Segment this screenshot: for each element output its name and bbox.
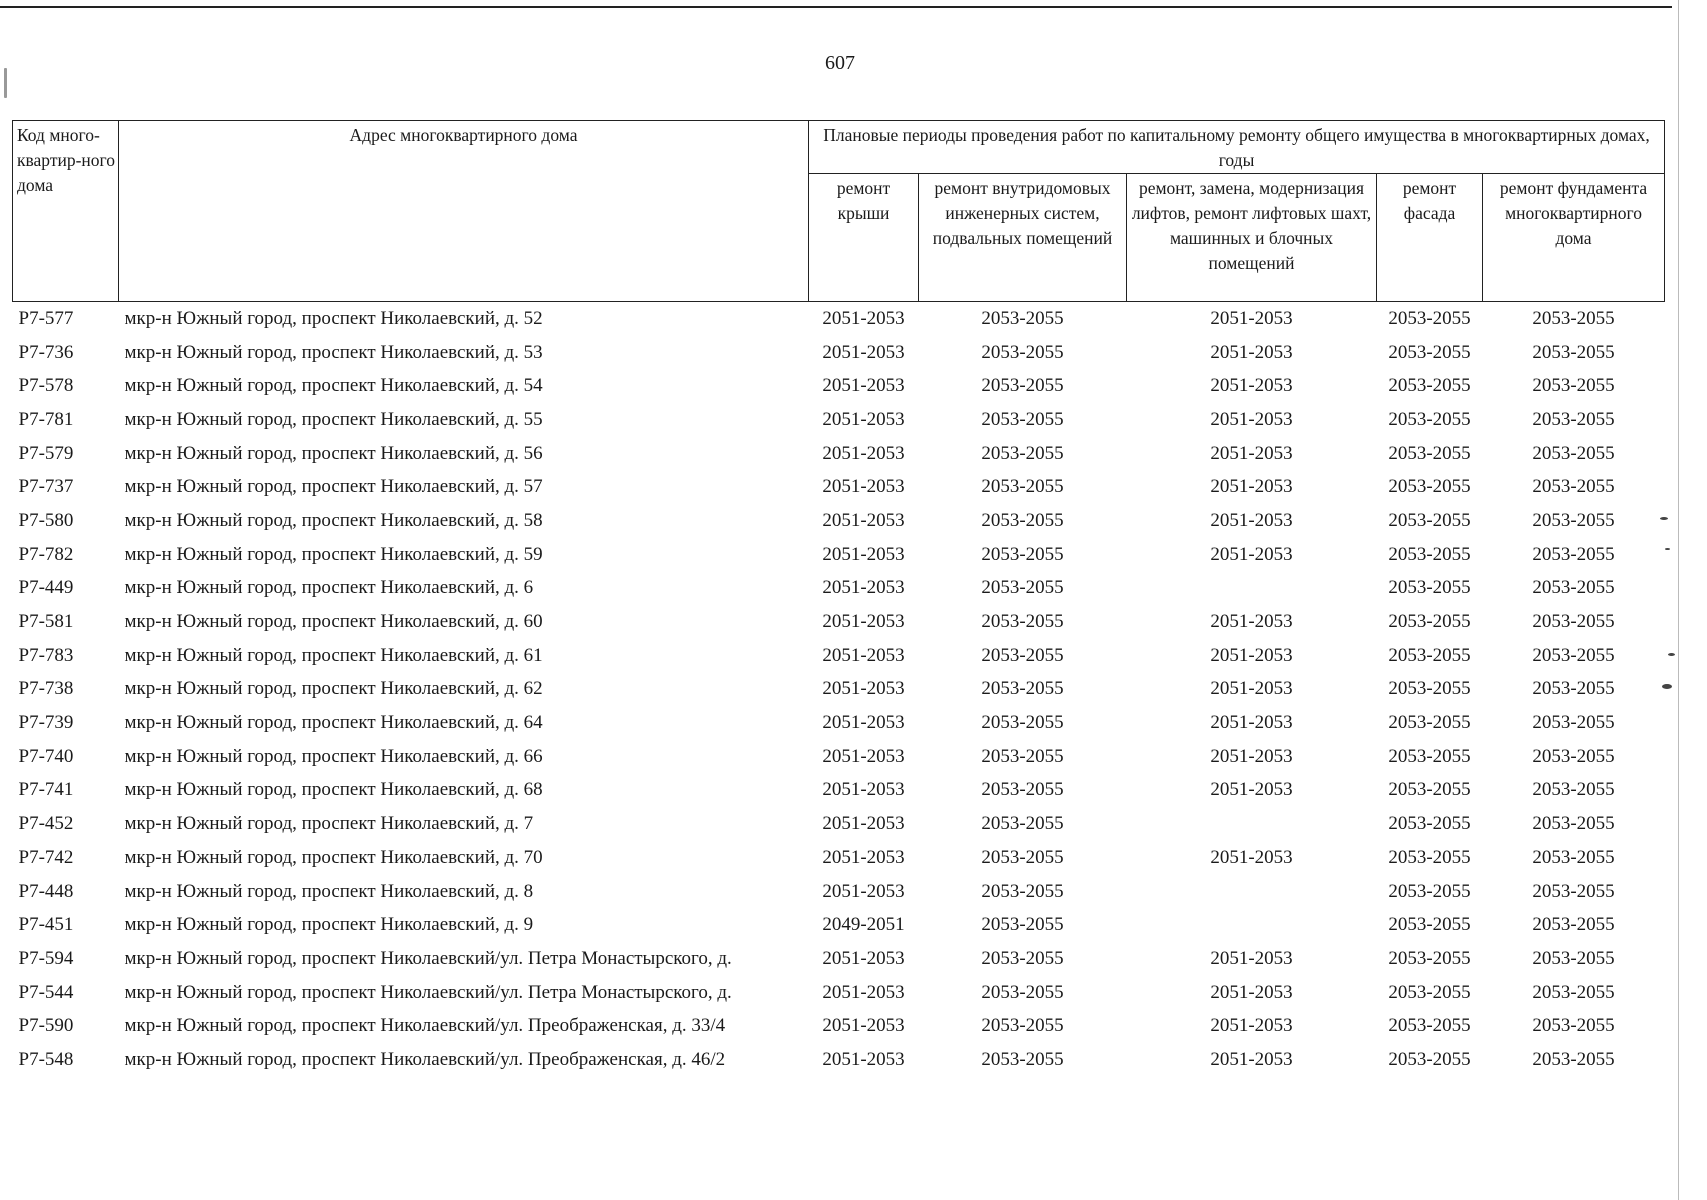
table-row <box>13 841 1665 875</box>
header-code: Код много-квартир-ного дома <box>13 121 119 302</box>
cell-address: мкр-н Южный город, проспект Николаевский, д. 66 <box>124 745 543 767</box>
table-header <box>13 121 1665 302</box>
cell-roof: 2051-2053 <box>822 408 905 430</box>
cell-systems: 2053-2055 <box>981 779 1064 801</box>
cell-roof: 2049-2051 <box>822 914 905 936</box>
table-row <box>13 1009 1665 1043</box>
header-address: Адрес многоквартирного дома <box>119 121 809 302</box>
cell-systems: 2053-2055 <box>981 341 1064 363</box>
cell-facade: 2053-2055 <box>1388 1048 1471 1070</box>
table-row <box>13 1043 1665 1077</box>
cell-systems: 2053-2055 <box>981 678 1064 700</box>
table-row <box>13 706 1665 740</box>
header-lifts: ремонт, замена, модернизация лифтов, ремонт лифтовых шахт, машинных и блочных помещений <box>1127 174 1377 302</box>
scan-speck <box>4 68 7 98</box>
cell-code: Р7-581 <box>18 611 74 633</box>
table-row <box>13 437 1665 471</box>
table-row <box>13 673 1665 707</box>
page-number: 607 <box>825 52 855 74</box>
cell-facade: 2053-2055 <box>1388 712 1471 734</box>
cell-facade: 2053-2055 <box>1388 678 1471 700</box>
cell-roof: 2051-2053 <box>822 712 905 734</box>
cell-systems: 2053-2055 <box>981 476 1064 498</box>
cell-foundation: 2053-2055 <box>1532 947 1615 969</box>
cell-roof: 2051-2053 <box>822 375 905 397</box>
cell-lifts: 2051-2053 <box>1210 476 1293 498</box>
cell-roof: 2051-2053 <box>822 846 905 868</box>
cell-foundation: 2053-2055 <box>1532 644 1615 666</box>
cell-foundation: 2053-2055 <box>1532 341 1615 363</box>
cell-foundation: 2053-2055 <box>1532 611 1615 633</box>
cell-address: мкр-н Южный город, проспект Николаевский, д. 53 <box>124 341 543 363</box>
cell-systems: 2053-2055 <box>981 611 1064 633</box>
cell-systems: 2053-2055 <box>981 745 1064 767</box>
cell-roof: 2051-2053 <box>822 307 905 329</box>
cell-code: Р7-578 <box>18 375 74 397</box>
cell-code: Р7-741 <box>18 779 74 801</box>
table-row <box>13 807 1665 841</box>
table-row <box>13 774 1665 808</box>
table-row <box>13 336 1665 370</box>
cell-foundation: 2053-2055 <box>1532 914 1615 936</box>
cell-code: Р7-544 <box>18 981 74 1003</box>
table-row <box>13 504 1665 538</box>
cell-roof: 2051-2053 <box>822 947 905 969</box>
cell-address: мкр-н Южный город, проспект Николаевский, д. 68 <box>124 779 543 801</box>
cell-code: Р7-738 <box>18 678 74 700</box>
table-row <box>13 605 1665 639</box>
cell-systems: 2053-2055 <box>981 813 1064 835</box>
cell-systems: 2053-2055 <box>981 846 1064 868</box>
cell-lifts: 2051-2053 <box>1210 745 1293 767</box>
table-row <box>13 538 1665 572</box>
cell-roof: 2051-2053 <box>822 341 905 363</box>
cell-address: мкр-н Южный город, проспект Николаевский, д. 7 <box>124 813 534 835</box>
cell-address: мкр-н Южный город, проспект Николаевский, д. 6 <box>124 577 534 599</box>
cell-code: Р7-594 <box>18 947 74 969</box>
cell-facade: 2053-2055 <box>1388 1015 1471 1037</box>
cell-lifts: 2051-2053 <box>1210 442 1293 464</box>
cell-facade: 2053-2055 <box>1388 846 1471 868</box>
cell-lifts <box>1127 908 1377 942</box>
cell-foundation: 2053-2055 <box>1532 509 1615 531</box>
cell-lifts: 2051-2053 <box>1210 1048 1293 1070</box>
cell-code: Р7-577 <box>18 307 74 329</box>
cell-address: мкр-н Южный город, проспект Николаевский, д. 52 <box>124 307 543 329</box>
cell-address: мкр-н Южный город, проспект Николаевский, д. 62 <box>124 678 543 700</box>
top-border-line <box>0 6 1672 8</box>
cell-roof: 2051-2053 <box>822 543 905 565</box>
header-roof: ремонт крыши <box>809 174 919 302</box>
cell-address: мкр-н Южный город, проспект Николаевский, д. 55 <box>124 408 543 430</box>
cell-address: мкр-н Южный город, проспект Николаевский, д. 56 <box>124 442 543 464</box>
cell-lifts: 2051-2053 <box>1210 644 1293 666</box>
cell-facade: 2053-2055 <box>1388 408 1471 430</box>
cell-systems: 2053-2055 <box>981 1048 1064 1070</box>
cell-address: мкр-н Южный город, проспект Николаевский, д. 61 <box>124 644 543 666</box>
table-row <box>13 403 1665 437</box>
table-row <box>13 639 1665 673</box>
cell-address: мкр-н Южный город, проспект Николаевский, д. 58 <box>124 509 543 531</box>
table-row <box>13 740 1665 774</box>
cell-lifts: 2051-2053 <box>1210 846 1293 868</box>
cell-systems: 2053-2055 <box>981 408 1064 430</box>
cell-roof: 2051-2053 <box>822 442 905 464</box>
cell-code: Р7-783 <box>18 644 74 666</box>
cell-lifts: 2051-2053 <box>1210 509 1293 531</box>
cell-lifts <box>1127 572 1377 606</box>
cell-facade: 2053-2055 <box>1388 947 1471 969</box>
cell-address: мкр-н Южный город, проспект Николаевский, д. 8 <box>124 880 534 902</box>
cell-facade: 2053-2055 <box>1388 577 1471 599</box>
cell-code: Р7-781 <box>18 408 74 430</box>
cell-facade: 2053-2055 <box>1388 914 1471 936</box>
cell-roof: 2051-2053 <box>822 678 905 700</box>
table-row <box>13 976 1665 1010</box>
cell-address: мкр-н Южный город, проспект Николаевский, д. 70 <box>124 846 543 868</box>
table-row <box>13 942 1665 976</box>
cell-lifts: 2051-2053 <box>1210 408 1293 430</box>
cell-systems: 2053-2055 <box>981 307 1064 329</box>
scan-speck <box>1665 548 1670 550</box>
cell-foundation: 2053-2055 <box>1532 375 1615 397</box>
table-row <box>13 875 1665 909</box>
cell-facade: 2053-2055 <box>1388 307 1471 329</box>
cell-code: Р7-739 <box>18 712 74 734</box>
cell-foundation: 2053-2055 <box>1532 307 1615 329</box>
cell-foundation: 2053-2055 <box>1532 880 1615 902</box>
cell-foundation: 2053-2055 <box>1532 577 1615 599</box>
cell-roof: 2051-2053 <box>822 880 905 902</box>
cell-address: мкр-н Южный город, проспект Николаевский/ул. Петра Монастырского, д. <box>124 981 732 1003</box>
cell-lifts: 2051-2053 <box>1210 678 1293 700</box>
cell-lifts: 2051-2053 <box>1210 1015 1293 1037</box>
cell-facade: 2053-2055 <box>1388 543 1471 565</box>
scan-speck <box>1662 684 1672 689</box>
cell-roof: 2051-2053 <box>822 577 905 599</box>
cell-facade: 2053-2055 <box>1388 341 1471 363</box>
cell-code: Р7-740 <box>18 745 74 767</box>
cell-systems: 2053-2055 <box>981 914 1064 936</box>
cell-facade: 2053-2055 <box>1388 813 1471 835</box>
cell-lifts: 2051-2053 <box>1210 307 1293 329</box>
cell-lifts: 2051-2053 <box>1210 712 1293 734</box>
cell-systems: 2053-2055 <box>981 442 1064 464</box>
cell-address: мкр-н Южный город, проспект Николаевский, д. 59 <box>124 543 543 565</box>
cell-roof: 2051-2053 <box>822 981 905 1003</box>
cell-systems: 2053-2055 <box>981 712 1064 734</box>
cell-address: мкр-н Южный город, проспект Николаевский/ул. Преображенская, д. 46/2 <box>124 1048 726 1070</box>
cell-roof: 2051-2053 <box>822 1015 905 1037</box>
cell-lifts <box>1127 807 1377 841</box>
cell-facade: 2053-2055 <box>1388 375 1471 397</box>
cell-roof: 2051-2053 <box>822 611 905 633</box>
cell-facade: 2053-2055 <box>1388 745 1471 767</box>
cell-code: Р7-742 <box>18 846 74 868</box>
cell-lifts: 2051-2053 <box>1210 375 1293 397</box>
cell-systems: 2053-2055 <box>981 375 1064 397</box>
cell-code: Р7-451 <box>18 914 74 936</box>
cell-roof: 2051-2053 <box>822 813 905 835</box>
cell-lifts: 2051-2053 <box>1210 543 1293 565</box>
cell-code: Р7-737 <box>18 476 74 498</box>
cell-systems: 2053-2055 <box>981 981 1064 1003</box>
cell-facade: 2053-2055 <box>1388 611 1471 633</box>
cell-foundation: 2053-2055 <box>1532 678 1615 700</box>
cell-code: Р7-452 <box>18 813 74 835</box>
cell-foundation: 2053-2055 <box>1532 981 1615 1003</box>
cell-facade: 2053-2055 <box>1388 509 1471 531</box>
cell-foundation: 2053-2055 <box>1532 543 1615 565</box>
cell-code: Р7-548 <box>18 1048 74 1070</box>
cell-lifts: 2051-2053 <box>1210 981 1293 1003</box>
cell-roof: 2051-2053 <box>822 509 905 531</box>
cell-address: мкр-н Южный город, проспект Николаевский, д. 60 <box>124 611 543 633</box>
cell-facade: 2053-2055 <box>1388 644 1471 666</box>
cell-systems: 2053-2055 <box>981 577 1064 599</box>
cell-foundation: 2053-2055 <box>1532 846 1615 868</box>
cell-lifts: 2051-2053 <box>1210 947 1293 969</box>
cell-roof: 2051-2053 <box>822 779 905 801</box>
cell-code: Р7-448 <box>18 880 74 902</box>
cell-facade: 2053-2055 <box>1388 442 1471 464</box>
cell-foundation: 2053-2055 <box>1532 408 1615 430</box>
header-periods: Плановые периоды проведения работ по капитальному ремонту общего имущества в многоквартирных домах, годы <box>809 121 1665 174</box>
cell-roof: 2051-2053 <box>822 476 905 498</box>
cell-code: Р7-580 <box>18 509 74 531</box>
table-row <box>13 908 1665 942</box>
cell-address: мкр-н Южный город, проспект Николаевский/ул. Преображенская, д. 33/4 <box>124 1015 726 1037</box>
table-body <box>13 302 1665 1077</box>
cell-foundation: 2053-2055 <box>1532 779 1615 801</box>
cell-foundation: 2053-2055 <box>1532 813 1615 835</box>
cell-facade: 2053-2055 <box>1388 981 1471 1003</box>
header-facade: ремонт фасада <box>1377 174 1483 302</box>
cell-address: мкр-н Южный город, проспект Николаевский, д. 64 <box>124 712 543 734</box>
cell-lifts <box>1127 875 1377 909</box>
cell-roof: 2051-2053 <box>822 1048 905 1070</box>
cell-address: мкр-н Южный город, проспект Николаевский, д. 54 <box>124 375 543 397</box>
capital-repair-table <box>12 120 1665 1077</box>
table-row <box>13 470 1665 504</box>
cell-foundation: 2053-2055 <box>1532 476 1615 498</box>
cell-foundation: 2053-2055 <box>1532 1015 1615 1037</box>
cell-roof: 2051-2053 <box>822 745 905 767</box>
cell-lifts: 2051-2053 <box>1210 341 1293 363</box>
cell-facade: 2053-2055 <box>1388 779 1471 801</box>
table-row <box>13 369 1665 403</box>
scan-speck <box>1668 653 1675 656</box>
cell-systems: 2053-2055 <box>981 543 1064 565</box>
cell-foundation: 2053-2055 <box>1532 712 1615 734</box>
header-systems: ремонт внутридомовых инженерных систем, подвальных помещений <box>919 174 1127 302</box>
right-edge-line <box>1678 0 1679 1200</box>
cell-address: мкр-н Южный город, проспект Николаевский, д. 9 <box>124 914 534 936</box>
cell-code: Р7-782 <box>18 543 74 565</box>
table-row <box>13 572 1665 606</box>
cell-systems: 2053-2055 <box>981 1015 1064 1037</box>
cell-code: Р7-590 <box>18 1015 74 1037</box>
cell-facade: 2053-2055 <box>1388 476 1471 498</box>
cell-systems: 2053-2055 <box>981 880 1064 902</box>
cell-code: Р7-736 <box>18 341 74 363</box>
cell-roof: 2051-2053 <box>822 644 905 666</box>
cell-address: мкр-н Южный город, проспект Николаевский/ул. Петра Монастырского, д. <box>124 947 732 969</box>
table-row <box>13 302 1665 336</box>
cell-code: Р7-449 <box>18 577 74 599</box>
cell-systems: 2053-2055 <box>981 509 1064 531</box>
cell-foundation: 2053-2055 <box>1532 1048 1615 1070</box>
cell-systems: 2053-2055 <box>981 644 1064 666</box>
cell-code: Р7-579 <box>18 442 74 464</box>
cell-foundation: 2053-2055 <box>1532 745 1615 767</box>
cell-lifts: 2051-2053 <box>1210 779 1293 801</box>
cell-systems: 2053-2055 <box>981 947 1064 969</box>
header-foundation: ремонт фундамента многоквартирного дома <box>1483 174 1665 302</box>
cell-facade: 2053-2055 <box>1388 880 1471 902</box>
scan-speck <box>1660 517 1668 520</box>
cell-address: мкр-н Южный город, проспект Николаевский, д. 57 <box>124 476 543 498</box>
cell-foundation: 2053-2055 <box>1532 442 1615 464</box>
cell-lifts: 2051-2053 <box>1210 611 1293 633</box>
